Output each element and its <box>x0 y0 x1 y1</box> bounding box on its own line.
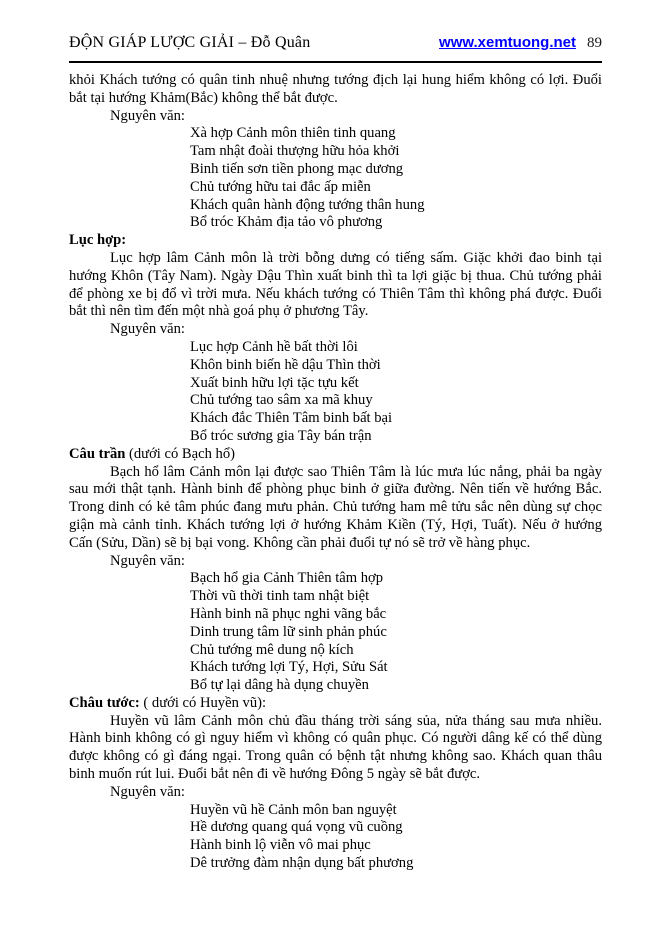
verse-line: Hề dương quang quá vọng vũ cuồng <box>190 819 403 836</box>
verse-line: Bổ tróc Khảm địa tảo vô phương <box>190 214 383 231</box>
verse-line: Xà hợp Cảnh môn thiên tinh quang <box>190 125 396 142</box>
section-heading-line <box>69 446 602 464</box>
verse-line: Hành binh lộ viễn vô mai phục <box>190 837 371 854</box>
verse-line: Bổ tự lại dâng hà dụng chuyền <box>190 677 369 694</box>
section-paragraph: Bạch hổ lâm Cảnh môn lại được sao Thiên Tâm là lúc mưa lúc nắng, phải ba ngày sau mới thật tạnh. Hành binh để phòng phục binh ở giữa đường. Nên tiến về hướng Bắc. Trong dinh có kẻ tâm phúc đang mưu phản. Chủ tướng ham mê tửu sắc nên dùng sự chọc giận mà cảnh tỉnh. Khách tướng lợi ở hướng Khảm Kiền (Tý, Hợi, Tuất). Nếu ở hướng Cấn (Sửu, Dần) sẽ bị bại vong. Không cần phải đuổi tự nó sẽ trở về hàng phục. <box>69 463 602 551</box>
verse-line: Hành binh nã phục nghi vãng bắc <box>190 605 387 622</box>
verse-block <box>69 125 602 232</box>
verse-line: Bổ tróc sương gia Tây bán trận <box>190 427 372 444</box>
verse-line: Dê trưởng đàm nhận dụng bất phương <box>190 855 414 872</box>
nguyen-van-label: Nguyên văn: <box>110 552 185 569</box>
document-title: ĐỘN GIÁP LƯỢC GIẢI – Đỗ Quân <box>69 34 311 51</box>
section-heading-note: (dưới có Bạch hổ) <box>125 445 236 462</box>
section-heading-line <box>69 695 602 713</box>
page-number: 89 <box>587 35 602 51</box>
intro-paragraph: khỏi Khách tướng có quân tinh nhuệ nhưng tướng địch lại hung hiểm không có lợi. Đuổi bắt tại hướng Khảm(Bắc) không thể bắt được. <box>69 72 602 106</box>
verse-line: Dinh trung tâm lữ sinh phản phúc <box>190 623 387 640</box>
verse-line: Bạch hổ gia Cảnh Thiên tâm hợp <box>190 570 384 587</box>
section-heading-note: ( dưới có Huyền vũ): <box>139 694 267 711</box>
nguyen-van-label: Nguyên văn: <box>110 107 185 124</box>
verse-line: Khách tướng lợi Tý, Hợi, Sửu Sát <box>190 659 388 676</box>
nguyen-van-label: Nguyên văn: <box>110 783 185 800</box>
verse-block <box>69 339 602 446</box>
verse-block <box>69 802 602 873</box>
nguyen-van-label: Nguyên văn: <box>110 321 185 338</box>
section-paragraph: Lục hợp lâm Cảnh môn là trời bỗng dưng có tiếng sấm. Giặc khởi đao binh tại hướng Khôn (Tây Nam). Ngày Dậu Thìn xuất binh thì ta lợi giặc bị thua. Chủ tướng phải để phòng xe bị đổ vì trời mưa. Nếu khách tướng có Thiên Tâm thì không phá được. Đuổi bắt thì nên tìm đến một nhà goá phụ ở phương Tây. <box>69 249 602 320</box>
verse-line: Tam nhật đoài thượng hữu hỏa khởi <box>190 143 400 160</box>
verse-line: Huyền vũ hề Cảnh môn ban nguyệt <box>190 801 397 818</box>
section-chau-tuoc <box>69 695 602 873</box>
verse-line: Chủ tướng tao sâm xa mã khuy <box>190 392 373 409</box>
verse-line: Xuất binh hữu lợi tặc tựu kết <box>190 374 359 391</box>
site-link[interactable]: www.xemtuong.net <box>439 34 576 51</box>
verse-line: Chủ tướng mê dung nộ kích <box>190 641 354 658</box>
verse-line: Khách quân hành động tướng thân hung <box>190 196 425 213</box>
verse-block <box>69 570 602 695</box>
section-heading: Châu tước: <box>69 694 140 711</box>
section-paragraph: Huyền vũ lâm Cảnh môn chủ đầu tháng trời sáng sủa, nửa tháng sau mưa nhiều. Hành binh không có gì nguy hiểm vì không có quân phục. Có người dâng kế có thể dùng được không có gì đáng ngại. Trong quân có bệnh tật nhưng không sao. Khách quan thâu binh muốn rút lui. Đuổi bắt nên đi về hướng Đông 5 ngày sẽ bắt được. <box>69 712 602 783</box>
section-heading: Lục hợp: <box>69 232 127 249</box>
verse-line: Thời vũ thời tinh tam nhật biệt <box>190 588 370 605</box>
verse-line: Khôn binh biến hề dậu Thìn thời <box>190 356 381 373</box>
verse-line: Binh tiến sơn tiền phong mạc dương <box>190 160 404 177</box>
verse-line: Khách đắc Thiên Tâm binh bất bại <box>190 410 393 427</box>
section-luc-hop <box>69 232 602 446</box>
verse-line: Lục hợp Cảnh hề bất thời lôi <box>190 338 358 355</box>
page-header <box>69 34 602 63</box>
section-cau-tran <box>69 446 602 695</box>
header-right <box>439 34 602 52</box>
verse-line: Chủ tướng hữu tai đắc ấp miễn <box>190 178 371 195</box>
section-heading: Câu trần <box>69 445 126 462</box>
section-heading-line <box>69 232 602 250</box>
